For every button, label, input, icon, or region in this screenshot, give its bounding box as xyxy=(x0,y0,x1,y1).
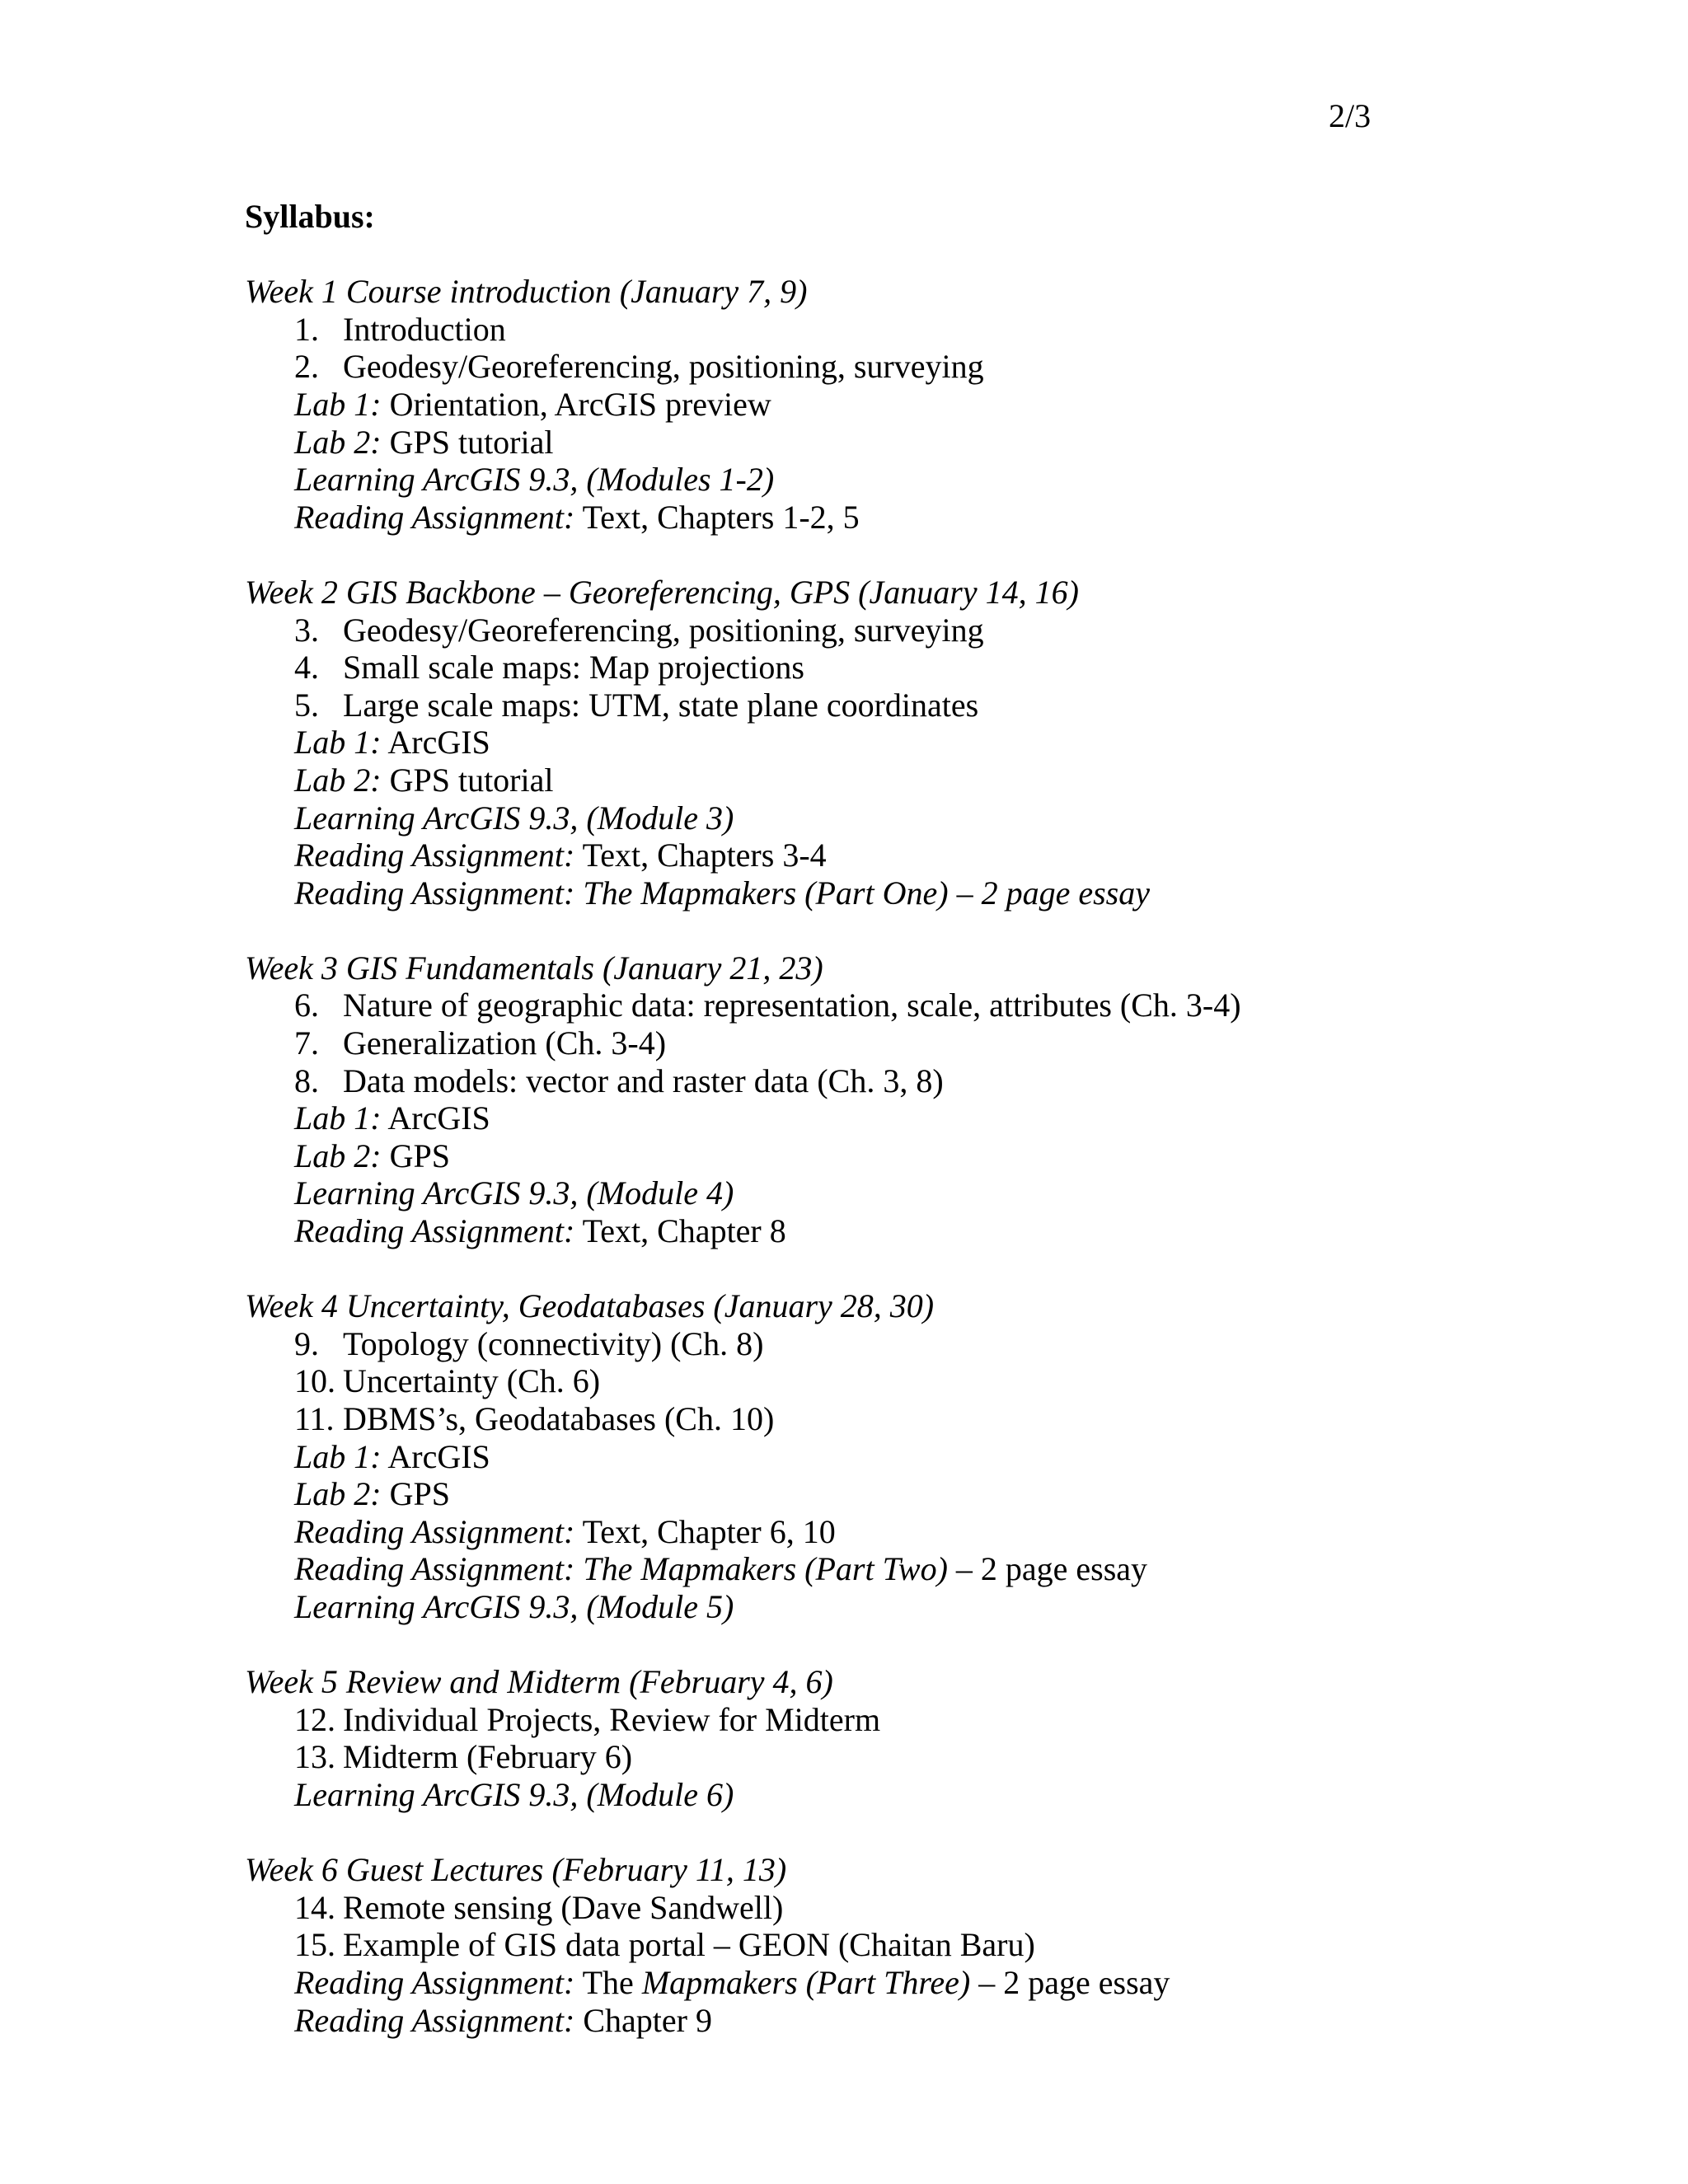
assignment-text: – 2 page essay xyxy=(970,1963,1170,2001)
week-title: Week 4 Uncertainty, Geodatabases (January 28, 30) xyxy=(245,1287,935,1325)
week-section xyxy=(245,949,1646,1287)
assignment-line xyxy=(245,1964,1646,2002)
assignment-label: Lab 1: xyxy=(294,724,382,762)
assignment-label: Reading Assignment: xyxy=(294,2001,575,2039)
lecture-topic: Geodesy/Georeferencing, positioning, surveying xyxy=(343,348,984,386)
assignment-text: The xyxy=(574,1963,642,2001)
lecture-topic: Data models: vector and raster data (Ch. 3, 8) xyxy=(343,1062,944,1099)
assignment-text: Chapter 9 xyxy=(574,2001,712,2039)
lecture-number: 9. xyxy=(294,1324,319,1362)
lecture-item xyxy=(245,1889,1646,1927)
assignment-label: Lab 1: xyxy=(294,385,382,423)
assignment-line xyxy=(245,1588,1646,1626)
assignment-text: Text, Chapters 1-2, 5 xyxy=(574,498,860,536)
assignment-label: Lab 2: xyxy=(294,423,382,461)
lecture-topic: DBMS’s, Geodatabases (Ch. 10) xyxy=(343,1400,775,1437)
lecture-item xyxy=(245,1062,1646,1100)
assignment-line xyxy=(245,1475,1646,1513)
lecture-topic: Small scale maps: Map projections xyxy=(343,649,804,687)
lecture-item xyxy=(245,311,1646,349)
spacer xyxy=(245,236,1646,274)
assignment-text: – 2 page essay xyxy=(947,1550,1148,1588)
assignment-text: Text, Chapter 8 xyxy=(574,1212,786,1250)
lecture-topic: Large scale maps: UTM, state plane coordinates xyxy=(343,686,979,724)
assignment-label: Reading Assignment: xyxy=(294,498,575,536)
assignment-line xyxy=(245,1137,1646,1175)
lecture-number: 7. xyxy=(294,1024,319,1062)
assignment-label: Lab 2: xyxy=(294,1475,382,1513)
week-title: Week 5 Review and Midterm (February 4, 6) xyxy=(245,1663,833,1701)
assignment-label: Lab 2: xyxy=(294,1137,382,1174)
assignment-line xyxy=(245,1513,1646,1551)
assignment-text: GPS tutorial xyxy=(381,761,554,799)
lecture-topic: Introduction xyxy=(343,310,506,348)
spacer xyxy=(245,1250,1646,1288)
assignment-label: Learning ArcGIS 9.3, (Modules 1-2) xyxy=(294,461,775,499)
lecture-number: 15. xyxy=(294,1926,335,1964)
lecture-item xyxy=(245,1024,1646,1062)
assignment-label: Lab 1: xyxy=(294,1099,382,1137)
assignment-text: Text, Chapter 6, 10 xyxy=(574,1512,836,1550)
week-title: Week 6 Guest Lectures (February 11, 13) xyxy=(245,1851,787,1889)
lecture-topic: Nature of geographic data: representation, scale, attributes (Ch. 3-4) xyxy=(343,987,1241,1024)
lecture-topic: Example of GIS data portal – GEON (Chaitan Baru) xyxy=(343,1926,1035,1964)
lecture-number: 6. xyxy=(294,987,319,1024)
assignment-line xyxy=(245,461,1646,499)
assignment-line xyxy=(245,1776,1646,1814)
lecture-number: 1. xyxy=(294,310,319,348)
assignment-label: Reading Assignment: xyxy=(294,1512,575,1550)
lecture-topic: Midterm (February 6) xyxy=(343,1738,633,1776)
assignment-line xyxy=(245,424,1646,462)
lecture-number: 4. xyxy=(294,649,319,687)
assignment-line xyxy=(245,2002,1646,2040)
assignment-label: Reading Assignment: The Mapmakers (Part Two) xyxy=(294,1550,948,1588)
spacer xyxy=(245,912,1646,949)
week-section xyxy=(245,1851,1646,2039)
assignment-line xyxy=(245,762,1646,799)
assignment-text: Text, Chapters 3-4 xyxy=(574,837,827,874)
lecture-number: 3. xyxy=(294,611,319,649)
assignment-line xyxy=(245,499,1646,537)
spacer xyxy=(245,1626,1646,1664)
assignment-line xyxy=(245,1099,1646,1137)
page-number: 2/3 xyxy=(1329,97,1372,134)
assignment-line xyxy=(245,874,1646,912)
lecture-item xyxy=(245,1738,1646,1776)
assignment-text: ArcGIS xyxy=(381,1099,490,1137)
spacer xyxy=(245,536,1646,574)
assignment-line xyxy=(245,1212,1646,1250)
assignment-line xyxy=(245,799,1646,837)
assignment-label: Learning ArcGIS 9.3, (Module 6) xyxy=(294,1775,734,1813)
assignment-label: Reading Assignment: xyxy=(294,837,575,874)
week-title: Week 1 Course introduction (January 7, 9) xyxy=(245,273,808,311)
lecture-number: 12. xyxy=(294,1700,335,1738)
lecture-topic: Geodesy/Georeferencing, positioning, surveying xyxy=(343,611,984,649)
lecture-item xyxy=(245,612,1646,649)
assignment-label: Learning ArcGIS 9.3, (Module 3) xyxy=(294,799,734,837)
lecture-item xyxy=(245,1701,1646,1739)
lecture-number: 11. xyxy=(294,1400,335,1437)
lecture-item xyxy=(245,687,1646,724)
syllabus-heading: Syllabus: xyxy=(245,198,375,235)
lecture-topic: Remote sensing (Dave Sandwell) xyxy=(343,1888,784,1926)
assignment-label: Lab 1: xyxy=(294,1437,382,1475)
assignment-line xyxy=(245,1438,1646,1476)
lecture-topic: Topology (connectivity) (Ch. 8) xyxy=(343,1324,764,1362)
assignment-label: Learning ArcGIS 9.3, (Module 4) xyxy=(294,1174,734,1212)
lecture-item xyxy=(245,1325,1646,1363)
assignment-line xyxy=(245,1174,1646,1212)
spacer xyxy=(245,1814,1646,1852)
lecture-number: 13. xyxy=(294,1738,335,1776)
lecture-item xyxy=(245,1926,1646,1964)
lecture-item xyxy=(245,649,1646,687)
week-title: Week 3 GIS Fundamentals (January 21, 23) xyxy=(245,949,823,987)
lecture-topic: Uncertainty (Ch. 6) xyxy=(343,1362,601,1400)
week-section xyxy=(245,1287,1646,1663)
week-title: Week 2 GIS Backbone – Georeferencing, GPS (January 14, 16) xyxy=(245,573,1079,611)
assignment-label: Reading Assignment: The Mapmakers (Part One) – 2 page essay xyxy=(294,874,1150,912)
lecture-number: 2. xyxy=(294,348,319,386)
assignment-label: Learning ArcGIS 9.3, (Module 5) xyxy=(294,1587,734,1625)
lecture-item xyxy=(245,1400,1646,1438)
assignment-label: Reading Assignment: xyxy=(294,1212,575,1250)
assignment-text: Orientation, ArcGIS preview xyxy=(381,385,771,423)
assignment-line xyxy=(245,386,1646,424)
lecture-topic: Generalization (Ch. 3-4) xyxy=(343,1024,667,1062)
lecture-number: 10. xyxy=(294,1362,335,1400)
assignment-text: ArcGIS xyxy=(381,724,490,762)
assignment-label: Lab 2: xyxy=(294,761,382,799)
lecture-item xyxy=(245,348,1646,386)
lecture-number: 8. xyxy=(294,1062,319,1099)
week-section xyxy=(245,1663,1646,1851)
assignment-line xyxy=(245,1550,1646,1588)
week-section xyxy=(245,273,1646,574)
lecture-item xyxy=(245,987,1646,1024)
assignment-label: Reading Assignment: xyxy=(294,1963,575,2001)
assignment-line xyxy=(245,837,1646,874)
assignment-label: Mapmakers (Part Three) xyxy=(641,1963,971,2001)
week-section xyxy=(245,574,1646,949)
assignment-text: GPS xyxy=(381,1137,450,1174)
lecture-item xyxy=(245,1362,1646,1400)
assignment-text: GPS xyxy=(381,1475,450,1513)
lecture-topic: Individual Projects, Review for Midterm xyxy=(343,1700,881,1738)
lecture-number: 14. xyxy=(294,1888,335,1926)
lecture-number: 5. xyxy=(294,686,319,724)
assignment-line xyxy=(245,724,1646,762)
assignment-text: GPS tutorial xyxy=(381,423,554,461)
syllabus-document xyxy=(245,198,1646,2039)
assignment-text: ArcGIS xyxy=(381,1437,490,1475)
